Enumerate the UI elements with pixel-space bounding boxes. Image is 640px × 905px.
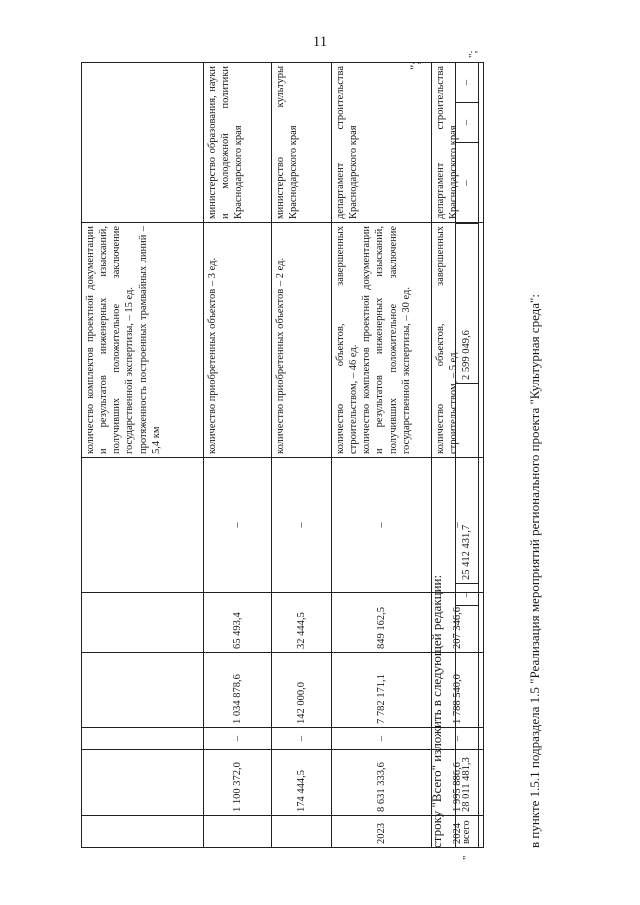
value-cell-extra xyxy=(82,458,204,593)
table-row xyxy=(272,63,332,848)
value-cell-local: 65 493,4 xyxy=(204,593,272,653)
value-cell-total xyxy=(82,750,204,816)
intro-text: строку "Всего" изложить в следующей редакции: xyxy=(429,574,444,848)
indicator-cell: количество объектов, завершенных строительством, – 5 ед. xyxy=(432,223,484,458)
total-closing-quote: "; xyxy=(467,50,479,58)
executor-cell: министерство культуры Краснодарского края xyxy=(272,63,332,223)
closing-quote: "; xyxy=(407,61,422,70)
rotated-page-content xyxy=(81,50,551,860)
total-row xyxy=(456,63,479,848)
table-row xyxy=(332,63,432,848)
executor-cell: департамент строительства Краснодарского края xyxy=(432,63,484,223)
value-cell-federal xyxy=(82,728,204,750)
indicator-cell: количество объектов, завершенных строительством, – 46 ед. количество комплектов проектной документации и результатов инженерных изысканий, получивших положительное заключение государственной экспертизы, – 30 ед. xyxy=(332,223,432,458)
executor-cell: департамент строительства Краснодарского края xyxy=(332,63,432,223)
value-cell-extra: – xyxy=(204,458,272,593)
total-value-1: 28 011 481,3 xyxy=(456,606,479,816)
value-cell-extra: – xyxy=(432,458,484,593)
value-cell-regional: 7 782 171,1 xyxy=(332,653,432,728)
value-cell-total: 1 100 372,0 xyxy=(204,750,272,816)
total-label: всего xyxy=(456,816,479,848)
total-value-3: 25 412 431,7 xyxy=(456,384,479,584)
year-cell: 2023 xyxy=(332,816,432,848)
value-cell-total: 1 995 886,6 xyxy=(432,750,484,816)
value-cell-federal: – xyxy=(272,728,332,750)
value-cell-federal: – xyxy=(332,728,432,750)
value-cell-federal: – xyxy=(204,728,272,750)
value-cell-extra: – xyxy=(332,458,432,593)
value-cell-regional: 1 788 540,0 xyxy=(432,653,484,728)
value-cell-local: 207 346,6 xyxy=(432,593,484,653)
table-row xyxy=(204,63,272,848)
year-cell xyxy=(82,816,204,848)
year-cell: 2024 xyxy=(432,816,484,848)
total-value-4: 2 599 049,6 xyxy=(456,224,479,384)
executor-cell xyxy=(82,63,204,223)
value-cell-regional: 1 034 878,6 xyxy=(204,653,272,728)
total-value-2: – xyxy=(456,584,479,606)
value-cell-local: 849 162,5 xyxy=(332,593,432,653)
value-cell-local xyxy=(82,593,204,653)
total-value-5: – xyxy=(456,143,479,224)
opening-quote: " xyxy=(461,855,473,860)
value-cell-total: 174 444,5 xyxy=(272,750,332,816)
table-row xyxy=(82,63,204,848)
value-cell-regional: 142 000,0 xyxy=(272,653,332,728)
executor-cell: министерство образования, науки и молодежной политики Краснодарского края xyxy=(204,63,272,223)
indicator-cell: количество комплектов проектной документации и результатов инженерных изысканий, получивших положительное заключение государственной экспертизы, – 15 ед. протяженность построенных трамвайных линий – 5,4 км xyxy=(82,223,204,458)
value-cell-extra: – xyxy=(272,458,332,593)
financing-table xyxy=(81,62,484,848)
indicator-cell: количество приобретенных объектов – 2 ед. xyxy=(272,223,332,458)
year-cell xyxy=(272,816,332,848)
amendment-text: в пункте 1.5.1 подраздела 1.5 "Реализация мероприятий регионального проекта "Культурная среда": xyxy=(527,294,542,848)
value-cell-regional xyxy=(82,653,204,728)
total-table xyxy=(455,62,479,848)
value-cell-federal: – xyxy=(432,728,484,750)
value-cell-total: 8 631 333,6 xyxy=(332,750,432,816)
year-cell xyxy=(204,816,272,848)
indicator-cell: количество приобретенных объектов – 3 ед. xyxy=(204,223,272,458)
total-value-7: – xyxy=(456,63,479,103)
value-cell-local: 32 444,5 xyxy=(272,593,332,653)
page-number: 11 xyxy=(312,34,328,50)
total-value-6: – xyxy=(456,103,479,143)
